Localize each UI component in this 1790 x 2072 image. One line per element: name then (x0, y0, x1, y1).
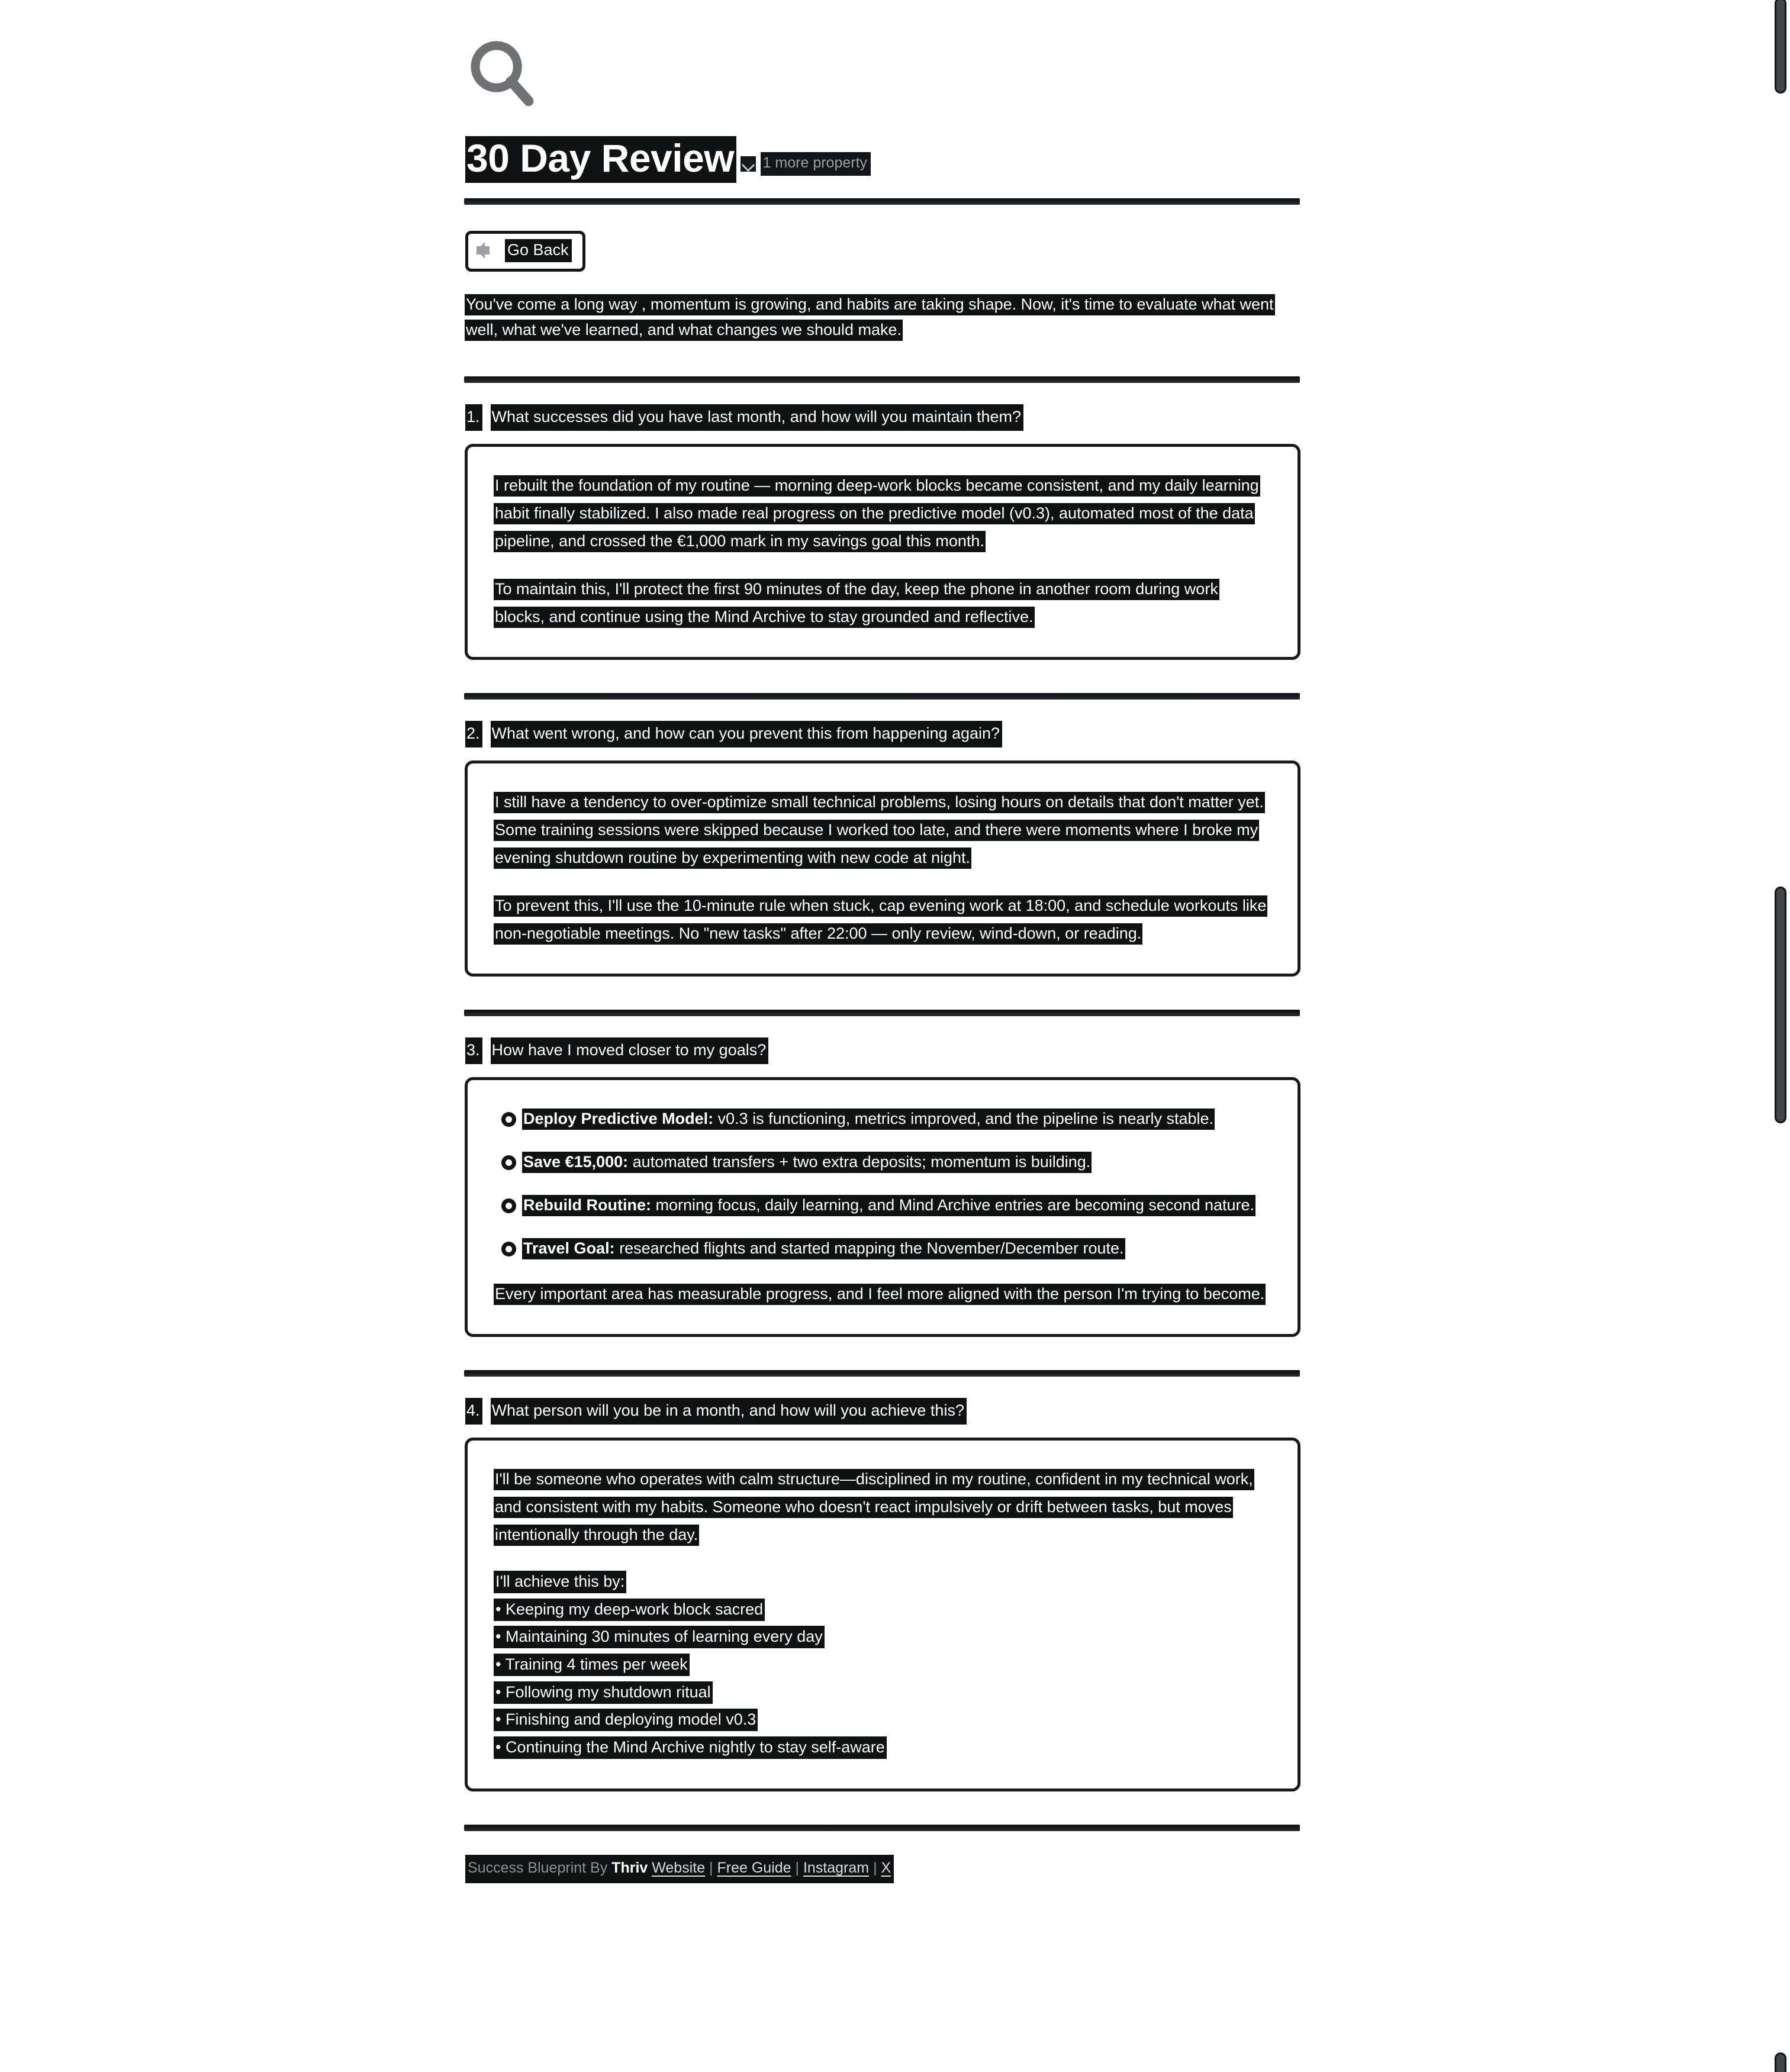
section-4 (464, 1370, 1312, 1791)
answer-text: I still have a tendency to over-optimize small technical problems, losing hours on details that don't matter yet. Some training sessions were skipped because I worked too late, and there were moments where I broke my evening shutdown routine by experimenting with new code at night. (494, 792, 1265, 869)
go-back-button[interactable] (465, 231, 585, 271)
footer-link-instagram[interactable]: Instagram (803, 1859, 870, 1876)
achieve-list (494, 1569, 1271, 1760)
list-item (494, 1148, 1271, 1176)
achieve-lead (494, 1569, 1271, 1594)
question-number: 4. (465, 1398, 482, 1425)
list-item (494, 1707, 1271, 1732)
answer-text: I'll be someone who operates with calm structure—disciplined in my routine, confident in my technical work, and consistent with my habits. Someone who doesn't react impulsively or drift between tasks, but moves intentionally through the day. (494, 1469, 1254, 1546)
footer-separator: | (705, 1859, 717, 1876)
list-item (494, 1735, 1271, 1760)
answer-paragraph (494, 788, 1271, 872)
magnifier-icon[interactable] (466, 37, 537, 108)
goal-detail: morning focus, daily learning, and Mind Archive entries are becoming second nature. (651, 1196, 1255, 1214)
list-item-text: • Continuing the Mind Archive nightly to stay self-aware (494, 1736, 887, 1759)
scrollbar-thumb-bottom[interactable] (1775, 2052, 1786, 2072)
list-item-text: • Following my shutdown ritual (494, 1681, 713, 1704)
go-back-container (465, 231, 1312, 271)
footer-brand: Thriv (611, 1859, 648, 1876)
section-2 (464, 693, 1312, 977)
list-item-text: • Training 4 times per week (494, 1654, 690, 1676)
section-1 (464, 376, 1312, 660)
answer-paragraph (494, 472, 1271, 555)
question-number: 2. (465, 721, 482, 747)
question-text: What person will you be in a month, and how will you achieve this? (491, 1398, 967, 1425)
list-item (494, 1680, 1271, 1705)
question-2 (465, 721, 1312, 747)
achieve-lead-text: I'll achieve this by: (494, 1571, 626, 1593)
more-properties-toggle[interactable] (741, 152, 871, 175)
scrollbar-thumb-top[interactable] (1775, 0, 1786, 94)
divider (464, 198, 1300, 205)
answer-paragraph (494, 1465, 1271, 1549)
question-4 (465, 1398, 1312, 1425)
answer-text: I rebuilt the foundation of my routine — morning deep-work blocks became consistent, and my daily learning habit finally stabilized. I also made real progress on the predictive model (v0.3), automated most of the data pipeline, and crossed the €1,000 mark in my savings goal this month. (494, 475, 1260, 552)
list-item (494, 1624, 1271, 1649)
go-back-label: Go Back (505, 239, 572, 262)
chevron-down-icon (741, 156, 756, 172)
intro-text: You've come a long way , momentum is growing, and habits are taking shape. Now, it's time to evaluate what went well, what we've learned, and what changes we should make. (465, 294, 1275, 341)
question-text: What went wrong, and how can you prevent this from happening again? (491, 721, 1003, 747)
section-3 (464, 1010, 1312, 1337)
footer (465, 1855, 1312, 1884)
goal-detail: researched flights and started mapping the November/December route. (614, 1239, 1124, 1258)
question-1 (465, 404, 1312, 431)
answer-text: To maintain this, I'll protect the first 90 minutes of the day, keep the phone in another room during work blocks, and continue using the Mind Archive to stay grounded and reflective. (494, 579, 1219, 628)
question-number: 3. (465, 1037, 482, 1064)
divider (464, 693, 1300, 700)
question-number: 1. (465, 404, 482, 431)
answer-text: To prevent this, I'll use the 10-minute rule when stuck, cap evening work at 18:00, and schedule workouts like non-negotiable meetings. No "new tasks" after 22:00 — only review, wind-down, or reading. (494, 895, 1267, 945)
answer-paragraph (494, 892, 1271, 948)
goal-label: Rebuild Routine: (523, 1196, 651, 1214)
goal-detail: v0.3 is functioning, metrics improved, and the pipeline is nearly stable. (713, 1110, 1214, 1128)
divider (464, 1010, 1300, 1016)
document-body (464, 0, 1312, 1883)
goal-detail: automated transfers + two extra deposits; momentum is building. (628, 1153, 1091, 1171)
footer-link-website[interactable]: Website (652, 1859, 706, 1876)
question-3 (465, 1037, 1312, 1064)
list-item-text: • Keeping my deep-work block sacred (494, 1599, 765, 1621)
answer-text: Every important area has measurable progress, and I feel more aligned with the person I'm trying to become. (494, 1284, 1266, 1305)
divider (464, 1370, 1300, 1377)
goal-label: Travel Goal: (523, 1239, 615, 1258)
answer-paragraph (494, 1280, 1271, 1308)
goal-label: Deploy Predictive Model: (523, 1110, 714, 1128)
question-text: What successes did you have last month, and how will you maintain them? (491, 404, 1023, 431)
divider (464, 1825, 1300, 1831)
list-item-text: • Finishing and deploying model v0.3 (494, 1709, 758, 1731)
footer-separator: | (869, 1859, 881, 1876)
answer-card-1[interactable] (465, 444, 1300, 660)
footer-prefix: Success Blueprint By (468, 1859, 612, 1876)
page-title[interactable]: 30 Day Review (465, 136, 736, 183)
list-item-text: • Maintaining 30 minutes of learning every day (494, 1626, 825, 1648)
list-item (494, 1191, 1271, 1219)
answer-paragraph (494, 575, 1271, 631)
answer-card-3[interactable] (465, 1077, 1300, 1337)
footer-link-x[interactable]: X (881, 1859, 891, 1876)
answer-card-4[interactable] (465, 1438, 1300, 1791)
goal-label: Save €15,000: (523, 1153, 629, 1171)
more-properties-label: 1 more property (761, 152, 871, 175)
list-item (494, 1105, 1271, 1133)
footer-link-free-guide[interactable]: Free Guide (717, 1859, 791, 1876)
list-item (494, 1597, 1271, 1622)
answer-card-2[interactable] (465, 761, 1300, 977)
question-text: How have I moved closer to my goals? (491, 1037, 769, 1064)
divider (464, 376, 1300, 383)
goal-list (494, 1105, 1271, 1262)
list-item (494, 1235, 1271, 1262)
footer-separator: | (791, 1859, 803, 1876)
intro-paragraph (465, 292, 1282, 343)
left-arrow-icon (477, 241, 497, 259)
scrollbar-thumb-middle[interactable] (1775, 887, 1786, 1123)
list-item (494, 1652, 1271, 1677)
